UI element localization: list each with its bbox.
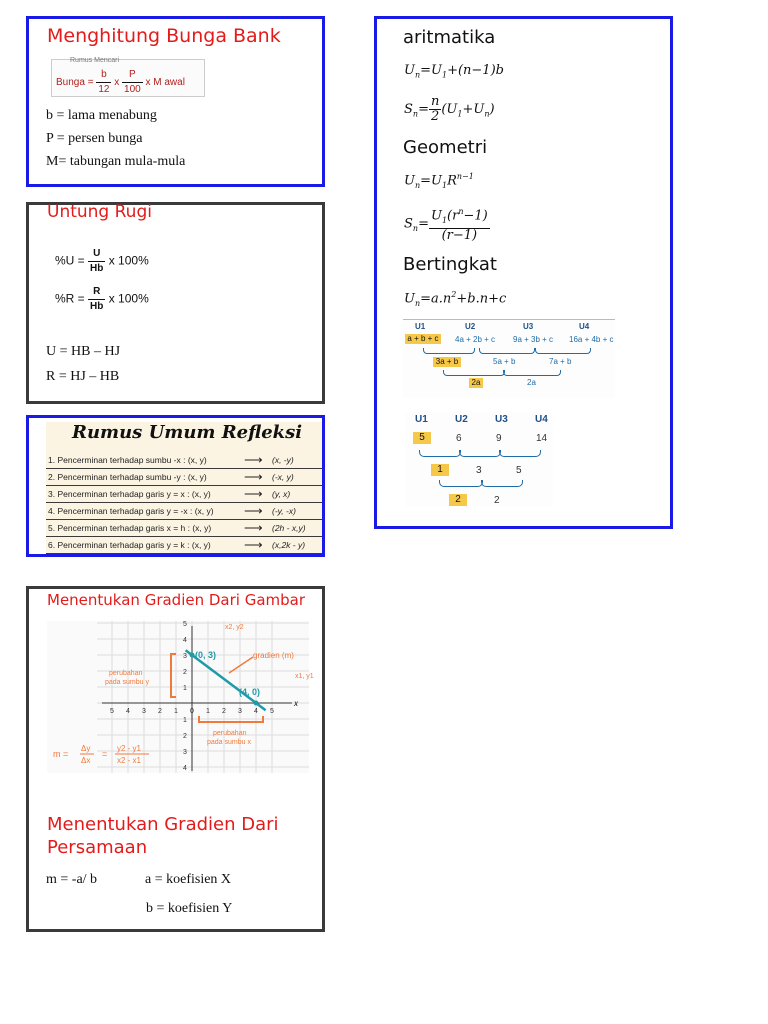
bunga-line-3: M= tabungan mula-mula (46, 154, 186, 169)
refleksi-row-text: 5. Pencerminan terhadap garis x = h : (x, y) (48, 523, 212, 533)
seq1-u-label: U4 (579, 322, 590, 331)
arrow-right-icon: ⟶ (244, 486, 263, 501)
frac-p-den: 100 (124, 84, 141, 95)
refleksi-row-result: (2h - x,y) (272, 523, 306, 533)
seq1-brace (423, 348, 475, 354)
seq1-brace (443, 370, 505, 376)
refleksi-card (26, 415, 325, 557)
seq1-brace (479, 348, 535, 354)
seq1-brace (503, 370, 561, 376)
x-tick-label: 5 (270, 708, 274, 715)
y-tick-label: 2 (183, 733, 187, 740)
aritmatika-heading: aritmatika (403, 27, 496, 48)
perubahan-y-bracket (171, 654, 176, 697)
x-axis-label: x (294, 699, 298, 708)
bertingkat-heading: Bertingkat (403, 254, 497, 275)
seq1-diff2: 2a (527, 378, 536, 387)
refleksi-row-text: 6. Pencerminan terhadap garis y = k : (x, y) (48, 540, 211, 550)
gradien-eq-a: a = koefisien X (145, 872, 232, 887)
seq2-diff2: 2 (449, 494, 467, 506)
refleksi-row (46, 520, 322, 537)
y-tick-label: 5 (183, 621, 187, 628)
y-tick-label: 1 (183, 685, 187, 692)
seq2-term: 6 (456, 433, 462, 444)
gradien-persamaan-title (47, 813, 327, 859)
seq2-brace (419, 450, 461, 457)
formula-num: y2 - y1 (117, 744, 142, 753)
seq2-brace (481, 480, 523, 487)
seq1-term: 9a + 3b + c (513, 335, 554, 344)
x-tick-label: 1 (174, 708, 178, 715)
refleksi-row-text: 3. Pencerminan terhadap garis y = x : (x, y) (48, 489, 211, 499)
seq2-u-label: U2 (455, 414, 468, 425)
seq1-term: a + b + c (405, 334, 441, 344)
refleksi-row-result: (x,2k - y) (272, 540, 306, 550)
x-tick-label: 2 (158, 708, 162, 715)
aritmatika-un-formula: $U_n=U_1+(n-1)b$ (404, 63, 504, 80)
seq2-u-label: U4 (535, 414, 548, 425)
x-tick-label: 2 (222, 708, 226, 715)
seq2-diff1: 5 (516, 465, 522, 476)
seq1-u-label: U3 (523, 322, 534, 331)
formula-den: x2 - x1 (117, 756, 142, 765)
y-tick-label: 3 (183, 749, 187, 756)
seq2-brace (439, 480, 483, 487)
bertingkat-general-diagram (403, 319, 615, 398)
arrow-right-icon: ⟶ (244, 469, 263, 484)
pr-num: R (88, 285, 105, 300)
y-tick-label: 4 (183, 637, 187, 644)
refleksi-row-result: (-y, -x) (272, 506, 296, 516)
seq2-diff2: 2 (494, 495, 500, 506)
aritmatika-sn-formula: $S_n=$ $\frac{n}{2}$ $(U_1+U_n)$ (404, 94, 495, 124)
formula-dy: Δy (81, 744, 91, 753)
x-tick-label: 4 (126, 708, 130, 715)
refleksi-row (46, 503, 322, 520)
x-tick-label: 3 (142, 708, 146, 715)
refleksi-row-text: 2. Pencerminan terhadap sumbu -y : (x, y) (48, 472, 207, 482)
seq2-term: 5 (413, 432, 431, 444)
persen-untung-formula (55, 247, 149, 276)
point-0-3 (190, 653, 195, 658)
y-tick-label: 3 (183, 653, 187, 660)
refleksi-row-result: (-x, y) (272, 472, 294, 482)
untung-line-1: U = HB – HJ (46, 344, 121, 359)
point-4-0-label: (4, 0) (239, 687, 261, 697)
bunga-tail: M awal (153, 77, 185, 89)
refleksi-row-result: (x, -y) (272, 455, 294, 465)
arrow-right-icon: ⟶ (244, 503, 263, 518)
seq2-term: 9 (496, 433, 502, 444)
frac-p-num: P (122, 68, 143, 83)
refleksi-row-text: 4. Pencerminan terhadap garis y = -x : (x, y) (48, 506, 214, 516)
pr-den: Hb (90, 301, 104, 312)
geometri-sn-formula: $S_n=$ $\frac{U_1(r^n-1)}{(r-1)}$ (404, 207, 488, 243)
gradien-m-label: gradien (m) (253, 651, 294, 660)
pu-num: U (88, 247, 105, 262)
seq2-brace (459, 450, 501, 457)
geometri-un-formula: $U_n=U_1R^{n-1}$ (404, 172, 474, 190)
refleksi-title: Rumus Umum Refleksi (72, 422, 303, 443)
gradien-graph (47, 621, 314, 773)
frac-b-den: 12 (98, 84, 110, 95)
gradien-card (26, 586, 325, 932)
perubahan-y-label-1: perubahan (109, 670, 143, 677)
pr-tail: x 100% (108, 291, 149, 306)
formula-dx: Δx (81, 756, 91, 765)
bunga-bank-card (26, 16, 325, 187)
arrow-right-icon: ⟶ (244, 520, 263, 535)
seq1-diff1: 7a + b (549, 357, 572, 366)
untung-rugi-card (26, 202, 325, 404)
persen-rugi-formula (55, 285, 149, 314)
arrow-right-icon: ⟶ (244, 537, 263, 552)
bunga-formula-image: Rumus Mencari Bunga = $\frac{b}{12}$ x $\frac{P}{100}$ x M awal (51, 59, 205, 97)
y-tick-label: 1 (183, 717, 187, 724)
x-tick-label: 1 (206, 708, 210, 715)
point-4-0 (254, 701, 259, 706)
refleksi-row (46, 486, 322, 503)
frac-b-num: b (96, 68, 111, 83)
gradien-eq-m: m = -a/ b (46, 872, 98, 887)
refleksi-row-result: (y, x) (272, 489, 291, 499)
bunga-lhs: Bunga (56, 77, 85, 89)
x-tick-label: 4 (254, 708, 258, 715)
refleksi-row-text: 1. Pencerminan terhadap sumbu -x : (x, y) (48, 455, 207, 465)
refleksi-table-image (46, 422, 322, 554)
gradien-persamaan-title-text: Menentukan Gradien Dari Persamaan (47, 814, 279, 858)
deret-card (374, 16, 673, 529)
bunga-bank-title: Menghitung Bunga Bank (47, 25, 281, 47)
seq1-term: 16a + 4b + c (569, 335, 614, 344)
x2y2-label: x2, y2 (225, 624, 244, 631)
refleksi-row (46, 452, 322, 469)
seq1-diff2: 2a (469, 378, 483, 388)
x-tick-label: 3 (238, 708, 242, 715)
x-tick-label: 5 (110, 708, 114, 715)
seq1-u-label: U2 (465, 322, 476, 331)
arrow-right-icon: ⟶ (244, 452, 263, 467)
untung-rugi-title: Untung Rugi (47, 202, 152, 222)
untung-line-2: R = HJ – HB (46, 369, 120, 384)
pu-tail: x 100% (108, 253, 149, 268)
pr-lhs: %R = (55, 291, 85, 306)
seq1-term: 4a + 2b + c (455, 335, 496, 344)
seq1-diff1: 5a + b (493, 357, 516, 366)
bunga-line-2: P = persen bunga (46, 131, 143, 146)
seq2-u-label: U1 (415, 414, 428, 425)
perubahan-y-label-2: pada sumbu y (105, 679, 149, 686)
gradien-gambar-title: Menentukan Gradien Dari Gambar (47, 591, 306, 609)
bertingkat-formula: $U_n=a.n^2+b.n+c$ (404, 290, 507, 308)
x-tick-label: 0 (190, 708, 194, 715)
perubahan-x-label-2: pada sumbu x (207, 739, 251, 746)
seq2-diff1: 3 (476, 465, 482, 476)
seq1-u-label: U1 (415, 322, 426, 331)
x1y1-label: x1, y1 (295, 673, 314, 680)
point-0-3-label: (0, 3) (195, 650, 217, 660)
seq1-brace (535, 348, 591, 354)
y-tick-label: 4 (183, 765, 187, 772)
gradien-eq-b: b = koefisien Y (146, 901, 233, 916)
seq1-diff1: 3a + b (433, 357, 461, 367)
seq2-term: 14 (536, 433, 548, 444)
y-tick-label: 2 (183, 669, 187, 676)
formula-m: m = (53, 749, 69, 759)
bertingkat-example-diagram (405, 412, 553, 506)
bunga-line-1: b = lama menabung (46, 108, 157, 123)
seq2-brace (499, 450, 541, 457)
seq2-diff1: 1 (431, 464, 449, 476)
perubahan-x-label-1: perubahan (213, 730, 247, 737)
bunga-formula-caption: Rumus Mencari (70, 57, 120, 64)
formula-eq: = (102, 749, 108, 759)
refleksi-row (46, 537, 322, 554)
geometri-heading: Geometri (403, 137, 488, 158)
seq2-u-label: U3 (495, 414, 508, 425)
pu-lhs: %U = (55, 253, 85, 268)
pu-den: Hb (90, 263, 104, 274)
refleksi-row (46, 469, 322, 486)
